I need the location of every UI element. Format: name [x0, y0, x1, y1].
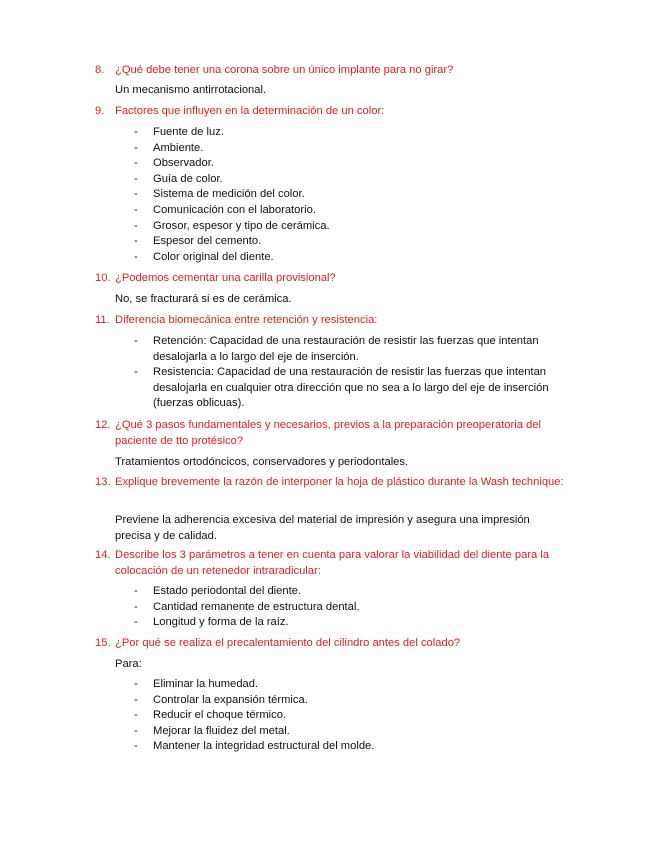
question-11 [95, 313, 565, 329]
question-number: 14. [95, 549, 111, 561]
list-item: - Longitud y forma de la raíz. [134, 616, 289, 629]
question-12 [95, 418, 565, 449]
bullet-list-15 [134, 677, 574, 755]
question-text: Describe los 3 parámetros a tener en cuenta para valorar la viabilidad del diente para la colocación de un retenedor intraradicular: [115, 549, 550, 577]
question-number: 10. [95, 272, 111, 284]
answer-10: No, se fracturará si es de cerámica. [115, 293, 292, 305]
question-number: 9. [95, 105, 105, 117]
question-14 [95, 548, 565, 579]
list-item: - Estado periodontal del diente. [134, 585, 302, 597]
list-item: - Sistema de medición del color. [134, 188, 305, 201]
question-text: ¿Podemos cementar una carilla provisional? [115, 272, 336, 284]
question-15 [95, 636, 565, 652]
question-number: 11. [95, 314, 110, 326]
list-item: - Color original del diente. [134, 250, 274, 263]
bullet-list-9 [134, 125, 574, 265]
question-9 [95, 104, 565, 120]
list-item: - Guía de color. [134, 172, 223, 185]
question-text: Diferencia biomecánica entre retención y resistencia: [115, 314, 378, 326]
list-item: - Controlar la expansión térmica. [134, 693, 308, 706]
question-8 [95, 63, 565, 79]
list-item: - Eliminar la humedad. [134, 678, 259, 690]
list-item: - Cantidad remanente de estructura dental. [134, 600, 360, 613]
list-item: - Grosor, espesor y tipo de cerámica. [134, 219, 330, 232]
question-text: ¿Por qué se realiza el precalentamiento del cilindro antes del colado? [115, 637, 461, 649]
question-10 [95, 271, 565, 287]
question-number: 8. [95, 64, 105, 76]
question-number: 13. [95, 476, 111, 488]
list-item: - Espesor del cemento. [134, 235, 262, 248]
list-item: - Comunicación con el laboratorio. [134, 203, 316, 216]
list-item: - Fuente de luz. [134, 126, 224, 138]
question-number: 12. [95, 419, 111, 431]
list-item: - Observador. [134, 157, 214, 170]
answer-13: Previene la adherencia excesiva del material de impresión y asegura una impresión precisa y de calidad. [115, 514, 530, 542]
list-item: - Mejorar la fluidez del metal. [134, 724, 290, 737]
bullet-list-11 [134, 334, 574, 412]
list-item: - Reducir el choque térmico. [134, 709, 287, 722]
question-text: Explique brevemente la razón de interponer la hoja de plástico durante la Wash technique: [115, 476, 564, 488]
question-text: ¿Qué 3 pasos fundamentales y necesarios, previos a la preparación preoperatoria del paciente de tto protésico? [115, 419, 541, 447]
question-text: ¿Qué debe tener una corona sobre un único implante para no girar? [115, 64, 454, 76]
question-text: Factores que influyen en la determinación de un color: [115, 105, 385, 117]
answer-8: Un mecanismo antirrotacional. [115, 84, 267, 96]
answer-12: Tratamientos ortodóncicos, conservadores y periodontales. [115, 456, 409, 468]
list-item: - Ambiente. [134, 141, 204, 154]
list-item: - Retención: Capacidad de una restauración de resistir las fuerzas que intentan desalojarla a lo largo del eje de inserción. [134, 335, 539, 363]
list-item: - Mantener la integridad estructural del molde. [134, 740, 375, 753]
list-item: - Resistencia: Capacidad de una restauración de resistir las fuerzas que intentan desalojarla en cualquier otra dirección que no sea a lo largo del eje de inserción (fuerzas oblicuas). [134, 366, 549, 409]
question-13 [95, 475, 565, 491]
answer-15: Para: [115, 658, 142, 670]
question-number: 15. [95, 637, 111, 649]
bullet-list-14 [134, 584, 574, 631]
